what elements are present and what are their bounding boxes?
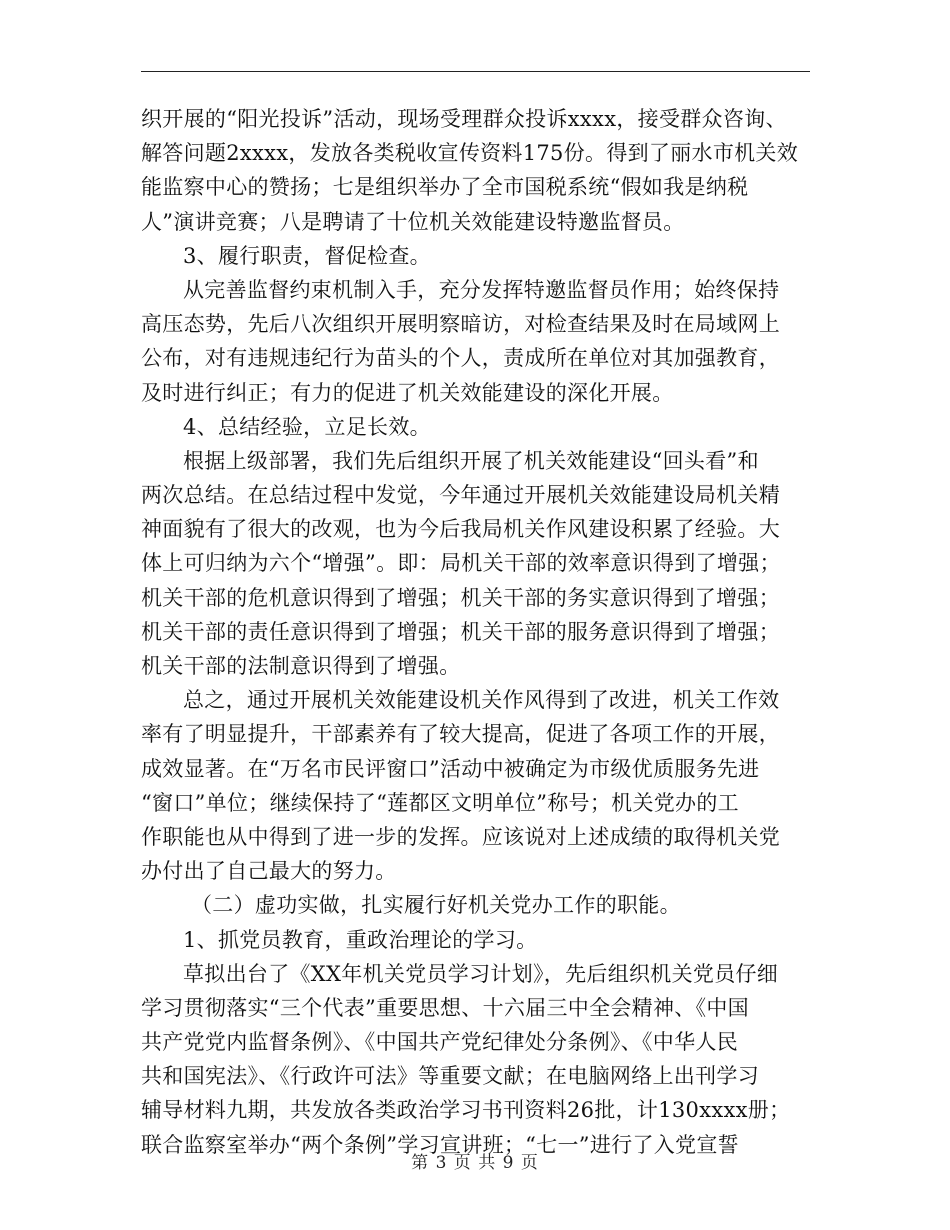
- text-line: 公布，对有违规违纪行为苗头的个人，责成所在单位对其加强教育，: [141, 346, 780, 371]
- text-line: 草拟出台了《XX年机关党员学习计划》，先后组织机关党员仔细: [183, 961, 779, 986]
- text-line: 从完善监督约束机制入手，充分发挥特邀监督员作用；始终保持: [183, 277, 780, 302]
- text-line: 机关干部的危机意识得到了增强；机关干部的务实意识得到了增强；: [141, 585, 780, 610]
- text-line: 联合监察室举办“两个条例”学习宣讲班；“七一”进行了入党宣誓: [141, 1132, 739, 1157]
- text-line: “窗口”单位；继续保持了“莲都区文明单位”称号；机关党办的工: [141, 790, 739, 815]
- text-line: 体上可归纳为六个“增强”。即：局机关干部的效率意识得到了增强；: [141, 551, 781, 576]
- text-line: 成效显著。在“万名市民评窗口”活动中被确定为市级优质服务先进: [141, 756, 760, 781]
- text-line: 率有了明显提升，干部素养有了较大提高，促进了各项工作的开展，: [141, 722, 780, 747]
- text-line: 共产党党内监督条例》、《中国共产党纪律处分条例》、《中华人民: [141, 1030, 738, 1055]
- text-line: 学习贯彻落实“三个代表”重要思想、十六届三中全会精神、《中国: [141, 995, 749, 1020]
- text-line: 人”演讲竞赛；八是聘请了十位机关效能建设特邀监督员。: [141, 209, 685, 234]
- text-line: 办付出了自己最大的努力。: [141, 859, 397, 884]
- section-heading: 3、履行职责，督促检查。: [183, 243, 431, 268]
- text-line: 机关干部的责任意识得到了增强；机关干部的服务意识得到了增强；: [141, 619, 780, 644]
- text-line: 解答问题2xxxx，发放各类税收宣传资料175份。得到了丽水市机关效: [141, 141, 799, 166]
- text-line: 总之，通过开展机关效能建设机关作风得到了改进，机关工作效: [183, 688, 780, 713]
- text-line: 机关干部的法制意识得到了增强。: [141, 654, 461, 678]
- text-line: 根据上级部署，我们先后组织开展了机关效能建设“回头看”和: [183, 448, 759, 473]
- text-line: 及时进行纠正；有力的促进了机关效能建设的深化开展。: [141, 380, 674, 405]
- header-rule: [141, 71, 810, 72]
- document-body: [141, 102, 821, 1162]
- text-line: 两次总结。在总结过程中发觉，今年通过开展机关效能建设局机关精: [141, 483, 780, 508]
- page-number: 第 3 页 共 9 页: [411, 1153, 539, 1173]
- text-line: 作职能也从中得到了进一步的发挥。应该说对上述成绩的取得机关党: [141, 824, 780, 849]
- section-heading: （二）虚功实做，扎实履行好机关党办工作的职能。: [191, 893, 681, 918]
- text-line: 神面貌有了很大的改观，也为今后我局机关作风建设积累了经验。大: [141, 517, 780, 542]
- text-line: 共和国宪法》、《行政许可法》等重要文献；在电脑网络上出刊学习: [141, 1064, 759, 1089]
- text-line: 高压态势，先后八次组织开展明察暗访，对检查结果及时在局域网上: [141, 312, 780, 337]
- text-line: 辅导材料九期，共发放各类政治学习书刊资料26批，计130xxxx册；: [141, 1098, 791, 1123]
- text-line: 织开展的“阳光投诉”活动，现场受理群众投诉xxxx，接受群众咨询、: [141, 107, 787, 131]
- section-heading: 1、抓党员教育，重政治理论的学习。: [183, 927, 538, 952]
- section-heading: 4、总结经验，立足长效。: [183, 414, 431, 439]
- text-line: 能监察中心的赞扬；七是组织举办了全市国税系统“假如我是纳税: [141, 175, 749, 200]
